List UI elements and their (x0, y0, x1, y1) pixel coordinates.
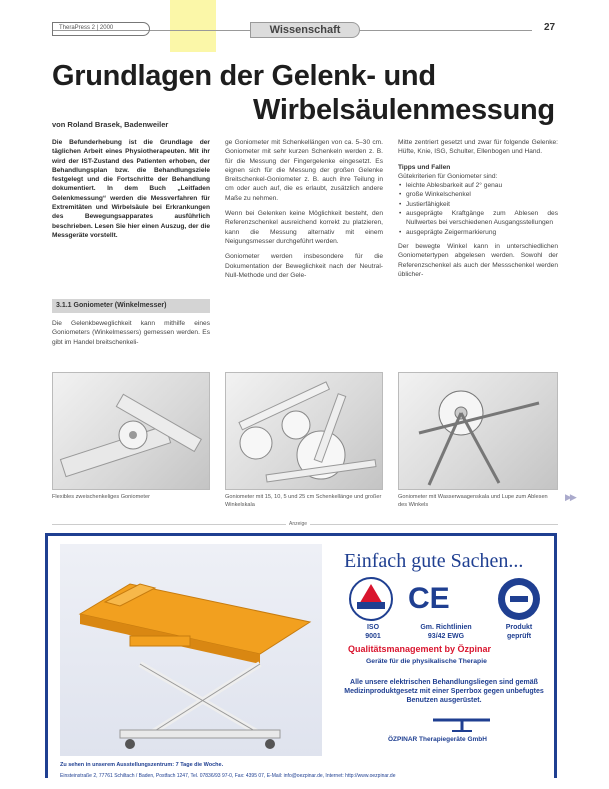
quality-line: Qualitätsmanagement by Özpinar (348, 644, 492, 654)
showroom-note: Zu sehen in unserem Ausstellungszentrum: 7 Tage die Woche. (60, 762, 224, 768)
article-author: von Roland Brasek, Badenweiler (52, 120, 169, 129)
article-title-line1: Grundlagen der Gelenk- und (52, 60, 436, 92)
tips-item: • ausgeprägte Kraftgänge zum Ablesen des Nullwertes bei verschiedenen Ausgangsstellungen (398, 209, 558, 228)
article-intro: Die Befunderhebung ist die Grundlage der täglichen Arbeit eines Physiotherapeuten. Mit ihr wird der IST-Zustand des Patienten erhoben, der Behandlungsplan bzw. die Behandlungsziele festgelegt und die Fortschritte der Behandlung dokumentiert. In dem Buch „Leitfaden Gelenkmessung“ werden die Messverfahren für Extremitäten und Wirbelsäule bei Erkrankungen des Bewegungsapparates ausführlich beschrieben. Lesen Sie hier einen Auszug, der die Messgeräte vorstellt. (52, 139, 210, 239)
couch-logo-icon (428, 714, 498, 734)
treatment-couch-illustration (60, 544, 322, 756)
section-tab: Wissenschaft (250, 22, 360, 38)
ad-subline: Geräte für die physikalische Therapie (366, 658, 487, 665)
advertisement (45, 533, 557, 778)
photo-caption: Flexibles zweischenkeliges Goniometer (52, 494, 150, 500)
tips-list (398, 181, 558, 237)
photo-flexible-goniometer (52, 372, 210, 490)
section-heading: 3.1.1 Goniometer (Winkelmesser) (52, 299, 210, 313)
ce-mark: CE (408, 582, 450, 615)
column2 (225, 138, 383, 286)
column2-paragraph: Wenn bei Gelenken keine Möglichkeit besteht, den Referenzschenkel ausreichend korrekt zu platzieren, kann die Messung alternativ mit einem Neigungsmesser durchgeführt werden. (225, 210, 383, 245)
tuv-label: Produkt geprüft (505, 624, 533, 640)
column3-paragraph: Mitte zentriert gesetzt und zwar für folgende Gelenke: Hüfte, Knie, ISG, Schulter, Ellenbogen und Hand. (398, 139, 558, 156)
iso-label: ISO 9001 (365, 624, 381, 640)
issue-label: TheraPress 2 | 2000 (52, 22, 150, 36)
page-number: 27 (544, 22, 556, 33)
iso-logo-icon (348, 576, 394, 622)
company-name: ÖZPINAR Therapiegeräte GmbH (388, 736, 487, 743)
column1-text: Die Gelenkbeweglichkeit kann mithilfe eines Goniometers (Winkelmessers) gemessen werden. Es gibt im Handel breitschenkeli- (52, 320, 210, 346)
tips-item: • große Winkelschenkel (398, 190, 558, 199)
photo-caption: Goniometer mit 15, 10, 5 und 25 cm Schenkellänge und großer Winkelskala (225, 494, 382, 508)
contact-line: Einsteinstraße 2, 77761 Schiltach / Baden, Postfach 1247, Tel. 07836/93 97-0, Fax: 4395 07, E-Mail: info@oezpinar.de, Internet: http://www.oezpinar.de (48, 772, 554, 782)
sticky-note (170, 0, 216, 52)
tips-item: • leichte Ablesbarkeit auf 2° genau (398, 181, 558, 190)
ce-label: Gm. Richtlinien 93/42 EWG (420, 624, 472, 640)
tips-heading: Tipps und Fallen (398, 163, 451, 171)
ad-label: Anzeige (286, 521, 310, 527)
goniometer-illustration (53, 373, 210, 490)
continue-arrows-icon: ▶▶ (565, 492, 575, 502)
water-goniometer-illustration (399, 373, 558, 490)
column2-paragraph: ge Goniometer mit Schenkellängen von ca. 5–30 cm. Goniometer mit sehr kurzen Schenkeln werden z. B. für die Messung der Fingergelenke eingesetzt. Es eignen sich für die Messung der großen Gelenke Breitschenkel-Goniometer z. B. auch ihre Teilung in cm oder auch auf, die es erlaubt, zusätzlich andere Maße zu nehmen. (225, 139, 383, 202)
photo-goniometer-set (225, 372, 383, 490)
tips-item: • Justierfähigkeit (398, 200, 558, 209)
photo-water-level-goniometer (398, 372, 558, 490)
tips-item: • ausgeprägte Zeigermarkierung (398, 228, 558, 237)
tuv-logo-icon (496, 576, 542, 622)
column3 (398, 138, 558, 285)
tips-intro: Gütekriterien für Goniometer sind: (398, 172, 498, 180)
article-title-line2: Wirbelsäulenmessung (253, 94, 555, 126)
column3-paragraph: Der bewegte Winkel kann in unterschiedlichen Goniometertypen abgelesen werden. Sowohl der Referenzschenkel als auch der Messschenkel werden üblicher- (398, 242, 558, 278)
goniometer-set-illustration (226, 373, 383, 490)
treatment-couch-image (60, 544, 322, 756)
photo-caption: Goniometer mit Wasserwaagenskala und Lupe zum Ablesen des Winkels (398, 494, 548, 508)
column2-paragraph: Goniometer werden insbesondere für die Dokumentation der Beweglichkeit nach der Neutral-Null-Methode und der Gele- (225, 253, 383, 279)
ad-headline: Einfach gute Sachen... (344, 550, 524, 572)
ad-body-text: Alle unsere elektrischen Behandlungsliegen sind gemäß Medizinproduktgesetz mit einer Sperrbox gegen unbefugtes Benutzen ausgerüstet. (344, 679, 544, 704)
